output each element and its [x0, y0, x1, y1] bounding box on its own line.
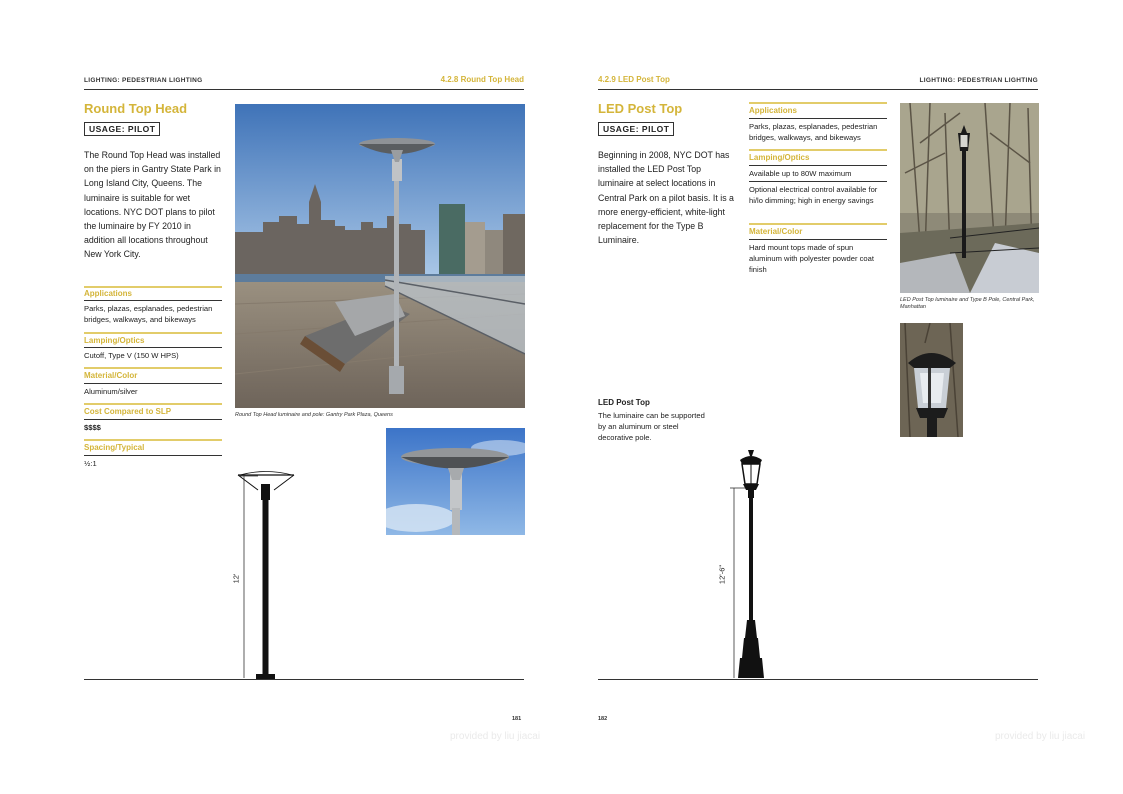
spec-value: Optional electrical control available for hi/lo dimming; high in energy savings: [749, 185, 878, 205]
spec-rule: [84, 347, 222, 348]
spec-value: Parks, plazas, esplanades, pedestrian bridges, walkways, and bikeways: [749, 122, 878, 142]
spec-heading: Spacing/Typical: [84, 443, 145, 452]
spec-value: Parks, plazas, esplanades, pedestrian bridges, walkways, and bikeways: [84, 304, 213, 324]
right-watermark: provided by liu jiacai: [995, 731, 1086, 742]
spec-heading: Lamping/Optics: [749, 153, 810, 162]
spec-rule: [84, 403, 222, 405]
spec-value: Hard mount tops made of spun aluminum with polyester powder coat finish: [749, 243, 874, 274]
left-pole-height-label: 12': [231, 573, 241, 584]
right-page-number: 182: [598, 716, 608, 722]
led-lantern-closeup-photo: [900, 323, 963, 437]
right-photo-caption: LED Post Top luminaire and Type B Pole, Central Park, Manhattan: [900, 297, 1035, 310]
left-page-title: Round Top Head: [84, 101, 188, 116]
spec-rule: [84, 439, 222, 441]
left-page-number: 181: [512, 716, 522, 722]
spec-heading: Applications: [749, 106, 798, 115]
spec-rule: [749, 165, 887, 166]
spec-value: Aluminum/silver: [84, 387, 138, 396]
pole-note-title: LED Post Top: [598, 398, 650, 407]
spec-heading: Cost Compared to SLP: [84, 407, 172, 416]
led-post-top-elevation-drawing: [726, 448, 776, 682]
gantry-park-photo: [235, 104, 525, 408]
right-ground-line: [598, 679, 1038, 680]
left-usage-badge: USAGE: PILOT: [84, 122, 160, 136]
left-description: The Round Top Head was installed on the piers in Gantry State Park in Long Island City, Queens. The luminaire is suitable for wet locations. NYC DOT plans to pilot the luminaire by FY 2010 in addition all locations throughout New York City.: [84, 150, 221, 260]
round-top-closeup-photo: [386, 428, 525, 535]
spec-rule: [84, 383, 222, 384]
pole-note-text: The luminaire can be supported by an aluminum or steel decorative pole.: [598, 411, 705, 442]
spec-heading: Material/Color: [749, 227, 803, 236]
spec-value: $$$$: [84, 423, 101, 432]
left-ground-line: [84, 679, 524, 680]
spec-rule: [749, 102, 887, 104]
right-pole-height-label: 12'-6": [717, 564, 727, 585]
spec-rule: [84, 300, 222, 301]
round-top-elevation-drawing: [236, 470, 306, 682]
right-section-ref: 4.2.9 LED Post Top: [598, 75, 670, 84]
spec-rule: [749, 149, 887, 151]
spec-rule: [84, 367, 222, 369]
right-description: Beginning in 2008, NYC DOT has installed the LED Post Top luminaire at select locations in Central Park on a pilot basis. It is a more energy-efficient, white-light replacement for the Type B Luminaire.: [598, 150, 734, 246]
spec-value: Cutoff, Type V (150 W HPS): [84, 351, 179, 360]
spec-rule: [749, 181, 887, 182]
left-photo-caption: Round Top Head luminaire and pole: Gantry Park Plaza, Queens: [235, 412, 393, 418]
spec-heading: Material/Color: [84, 371, 138, 380]
spec-rule: [84, 455, 222, 456]
spec-rule: [84, 332, 222, 334]
central-park-photo: [900, 103, 1039, 293]
spec-value: Available up to 80W maximum: [749, 169, 852, 178]
spec-value: ½:1: [84, 459, 97, 468]
left-running-head: LIGHTING: PEDESTRIAN LIGHTING: [84, 77, 203, 84]
spec-rule: [84, 419, 222, 420]
right-running-head: LIGHTING: PEDESTRIAN LIGHTING: [919, 77, 1038, 84]
left-section-ref: 4.2.8 Round Top Head: [440, 75, 524, 84]
spec-rule: [84, 286, 222, 288]
right-page-title: LED Post Top: [598, 101, 683, 116]
right-header-rule: [598, 89, 1038, 90]
spec-rule: [749, 239, 887, 240]
spec-rule: [749, 223, 887, 225]
spec-rule: [749, 118, 887, 119]
left-header-rule: [84, 89, 524, 90]
spec-heading: Lamping/Optics: [84, 336, 145, 345]
left-watermark: provided by liu jiacai: [450, 731, 541, 742]
right-usage-badge: USAGE: PILOT: [598, 122, 674, 136]
spec-heading: Applications: [84, 289, 133, 298]
